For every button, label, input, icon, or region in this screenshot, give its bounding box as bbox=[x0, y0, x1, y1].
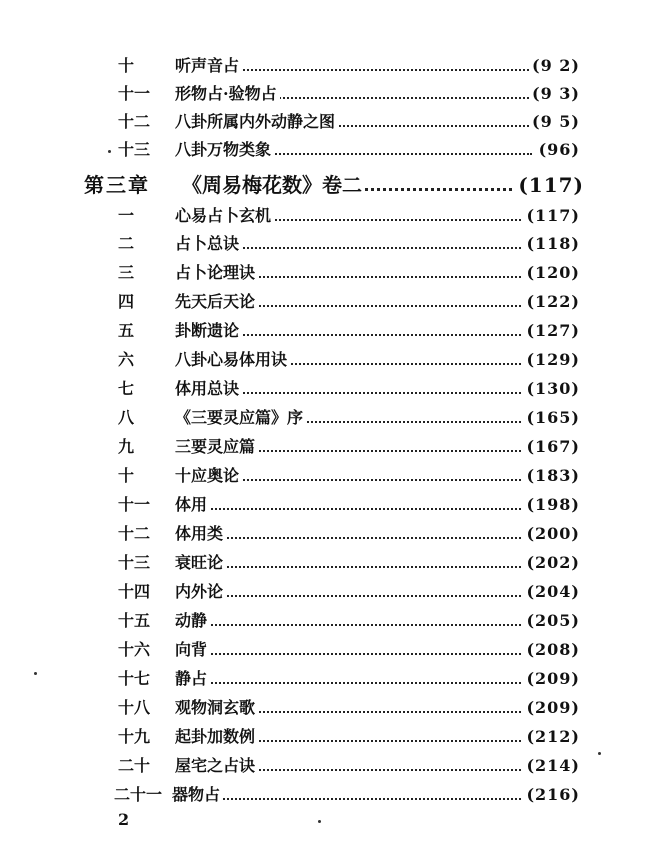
entry-number: 十 bbox=[118, 466, 135, 485]
entry-number: 五 bbox=[118, 321, 135, 340]
entry-number: 八 bbox=[118, 408, 135, 427]
chapter-page: (117) bbox=[515, 168, 584, 202]
toc-entry bbox=[0, 520, 650, 548]
entry-title: 形物占·验物占 bbox=[175, 80, 280, 108]
toc-entry bbox=[0, 752, 650, 780]
dot-leader bbox=[200, 334, 532, 336]
entry-title: 器物占 bbox=[172, 781, 223, 809]
entry-page: (118) bbox=[523, 230, 580, 258]
dot-leader bbox=[200, 69, 532, 71]
toc-entry bbox=[0, 346, 650, 374]
toc-entry bbox=[0, 694, 650, 722]
dot-leader bbox=[200, 798, 532, 800]
entry-page: (209) bbox=[523, 694, 580, 722]
toc-entry bbox=[0, 636, 650, 664]
dot-leader bbox=[200, 682, 532, 684]
toc-entry bbox=[0, 549, 650, 577]
entry-title: 八卦万物类象 bbox=[175, 136, 274, 164]
toc-entry bbox=[0, 317, 650, 345]
toc-entry bbox=[0, 723, 650, 751]
entry-title: 占卜论理诀 bbox=[175, 259, 258, 287]
entry-number: 十七 bbox=[118, 669, 151, 688]
dot-leader bbox=[200, 537, 532, 539]
entry-page: (200) bbox=[523, 520, 580, 548]
entry-number: 十六 bbox=[118, 640, 151, 659]
entry-number: 十九 bbox=[118, 727, 151, 746]
entry-number: 十 bbox=[118, 56, 135, 75]
entry-title: 动静 bbox=[175, 607, 210, 635]
entry-number: 四 bbox=[118, 292, 135, 311]
entry-page: (130) bbox=[523, 375, 580, 403]
toc-entry bbox=[0, 136, 650, 164]
toc-entry bbox=[0, 491, 650, 519]
chapter-title: 《周易梅花数》卷二 bbox=[182, 168, 365, 202]
toc-entry bbox=[0, 52, 650, 80]
entry-number: 十八 bbox=[118, 698, 151, 717]
entry-page: (117) bbox=[523, 202, 580, 230]
dot-leader bbox=[200, 247, 532, 249]
entry-title: 卦断遗论 bbox=[175, 317, 242, 345]
entry-title: 先天后天论 bbox=[175, 288, 258, 316]
entry-page: (212) bbox=[523, 723, 580, 751]
entry-number: 十四 bbox=[118, 582, 151, 601]
toc-entry bbox=[0, 202, 650, 230]
toc-entry bbox=[0, 404, 650, 432]
scan-speck bbox=[108, 150, 111, 153]
dot-leader bbox=[200, 624, 532, 626]
entry-page: (9 5) bbox=[529, 108, 580, 136]
entry-number: 十二 bbox=[118, 112, 151, 131]
toc-entry bbox=[0, 781, 650, 809]
toc-entry bbox=[0, 288, 650, 316]
entry-number: 十二 bbox=[118, 524, 151, 543]
page-number: 2 bbox=[118, 810, 130, 829]
dot-leader bbox=[200, 653, 532, 655]
entry-page: (183) bbox=[523, 462, 580, 490]
entry-title: 三要灵应篇 bbox=[175, 433, 258, 461]
entry-number: 二 bbox=[118, 234, 135, 253]
entry-title: 体用总诀 bbox=[175, 375, 242, 403]
entry-title: 屋宅之占诀 bbox=[175, 752, 258, 780]
toc-entry bbox=[0, 665, 650, 693]
scan-speck bbox=[34, 672, 37, 675]
entry-number: 六 bbox=[118, 350, 135, 369]
entry-page: (204) bbox=[523, 578, 580, 606]
entry-page: (167) bbox=[523, 433, 580, 461]
entry-page: (127) bbox=[523, 317, 580, 345]
toc-entry bbox=[0, 259, 650, 287]
chapter-heading bbox=[0, 168, 650, 202]
dot-leader bbox=[200, 479, 532, 481]
entry-title: 十应奥论 bbox=[175, 462, 242, 490]
scan-speck bbox=[598, 752, 601, 755]
entry-number: 十三 bbox=[118, 553, 151, 572]
toc-entry bbox=[0, 80, 650, 108]
entry-number: 七 bbox=[118, 379, 135, 398]
entry-number: 十一 bbox=[118, 84, 151, 103]
entry-page: (209) bbox=[523, 665, 580, 693]
entry-title: 占卜总诀 bbox=[175, 230, 242, 258]
entry-title: 八卦所属内外动静之图 bbox=[175, 108, 338, 136]
entry-number: 十五 bbox=[118, 611, 151, 630]
toc-entry bbox=[0, 108, 650, 136]
dot-leader bbox=[200, 595, 532, 597]
toc-entry bbox=[0, 375, 650, 403]
entry-title: 向背 bbox=[175, 636, 210, 664]
entry-title: 起卦加数例 bbox=[175, 723, 258, 751]
entry-number: 九 bbox=[118, 437, 135, 456]
entry-page: (198) bbox=[523, 491, 580, 519]
dot-leader bbox=[200, 392, 532, 394]
entry-page: (214) bbox=[523, 752, 580, 780]
dot-leader bbox=[340, 188, 520, 191]
entry-page: (122) bbox=[523, 288, 580, 316]
entry-title: 心易占卜玄机 bbox=[175, 202, 274, 230]
entry-number: 二十 bbox=[118, 756, 151, 775]
toc-entry bbox=[0, 462, 650, 490]
entry-page: (9 3) bbox=[529, 80, 580, 108]
entry-page: (208) bbox=[523, 636, 580, 664]
scan-speck bbox=[318, 820, 321, 823]
entry-page: (129) bbox=[523, 346, 580, 374]
dot-leader bbox=[200, 508, 532, 510]
toc-entry bbox=[0, 230, 650, 258]
entry-number: 十三 bbox=[118, 140, 151, 159]
entry-title: 静占 bbox=[175, 665, 210, 693]
entry-number: 二十一 bbox=[114, 785, 163, 804]
entry-page: (216) bbox=[523, 781, 580, 809]
entry-number: 一 bbox=[118, 206, 135, 225]
toc-entry bbox=[0, 607, 650, 635]
entry-title: 听声音占 bbox=[175, 52, 242, 80]
chapter-number: 第三章 bbox=[84, 173, 150, 197]
entry-page: (9 2) bbox=[529, 52, 580, 80]
entry-title: 内外论 bbox=[175, 578, 226, 606]
entry-title: 体用 bbox=[175, 491, 210, 519]
entry-title: 衰旺论 bbox=[175, 549, 226, 577]
entry-page: (120) bbox=[523, 259, 580, 287]
entry-title: 八卦心易体用诀 bbox=[175, 346, 290, 374]
entry-number: 十一 bbox=[118, 495, 151, 514]
toc-entry bbox=[0, 433, 650, 461]
entry-title: 观物洞玄歌 bbox=[175, 694, 258, 722]
dot-leader bbox=[200, 566, 532, 568]
entry-page: (202) bbox=[523, 549, 580, 577]
entry-title: 《三要灵应篇》序 bbox=[175, 404, 306, 432]
entry-title: 体用类 bbox=[175, 520, 226, 548]
entry-page: (205) bbox=[523, 607, 580, 635]
entry-number: 三 bbox=[118, 263, 135, 282]
entry-page: (96) bbox=[536, 136, 580, 164]
toc-entry bbox=[0, 578, 650, 606]
entry-page: (165) bbox=[523, 404, 580, 432]
